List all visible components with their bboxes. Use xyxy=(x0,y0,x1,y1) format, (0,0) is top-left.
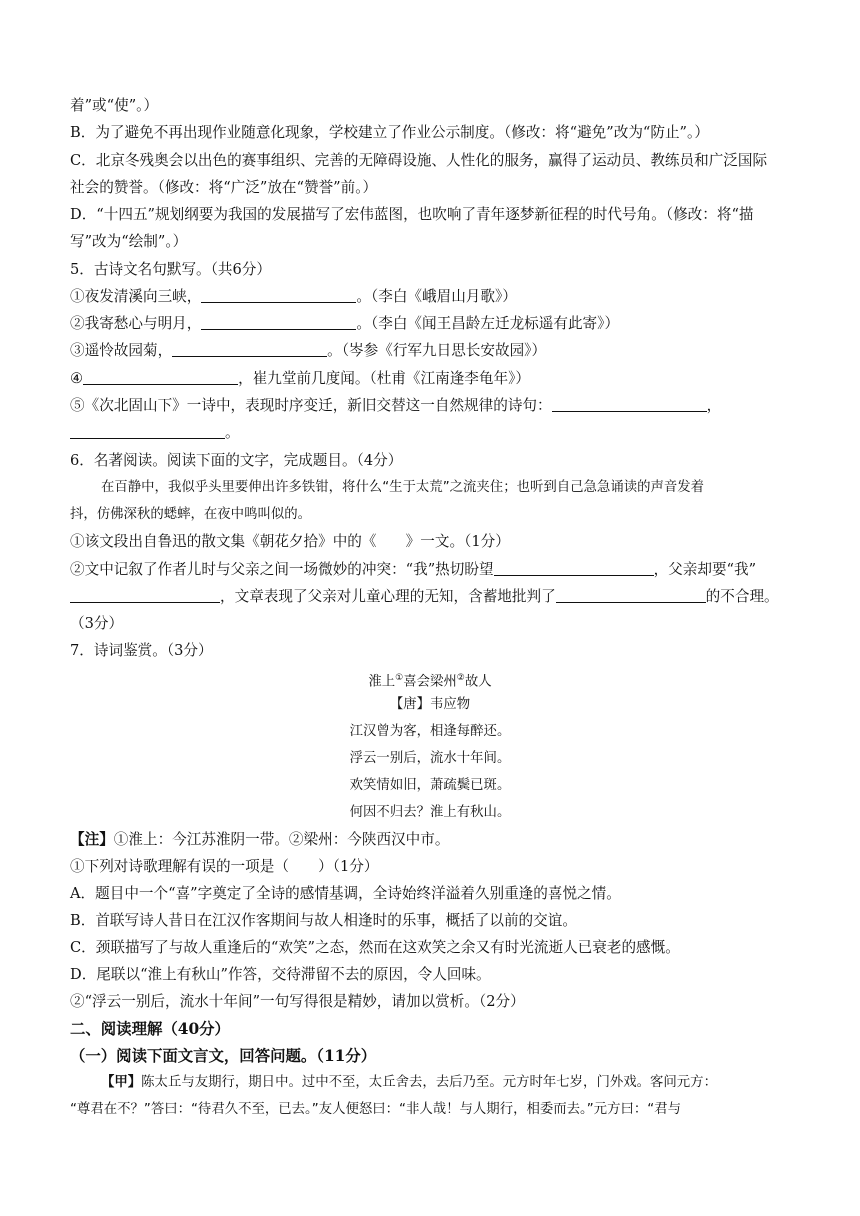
period: 。 xyxy=(225,424,240,441)
answer-blank[interactable] xyxy=(494,561,654,576)
question-6-2 xyxy=(70,560,756,580)
recitation-line-1 xyxy=(70,287,517,307)
question-6-1: ①该文段出自鲁迅的散文集《朝花夕拾》中的《 》一文。（1分） xyxy=(70,533,510,550)
question-text: ，父亲却要“我” xyxy=(653,561,757,578)
comma: ， xyxy=(706,397,722,414)
footnote-mark: ② xyxy=(456,673,465,683)
question-7-title: 7．诗词鉴赏。（3分） xyxy=(70,642,213,659)
option-d-line: D．“十四五”规划纲要为我国的发展描写了宏伟蓝图，也吹响了青年逐梦新征程的时代号角。（修改：将“描 xyxy=(70,206,754,223)
poem-author: 【唐】韦应物 xyxy=(389,697,471,712)
option-d: D．尾联以“淮上有秋山”作答，交待滞留不去的原因，令人回味。 xyxy=(70,966,491,983)
recitation-text: ⑤《次北固山下》一诗中，表现时序变迁，新旧交替这一自然规律的诗句： xyxy=(70,397,552,414)
poem-line: 浮云一别后，流水十年间。 xyxy=(349,751,511,766)
option-b-line: B．为了避免不再出现作业随意化现象，学校建立了作业公示制度。（修改：将“避免”改为“防止”。） xyxy=(70,124,709,141)
recitation-source: 。（李白《峨眉山月歌》） xyxy=(356,288,517,305)
answer-blank[interactable] xyxy=(201,315,356,330)
poem-title xyxy=(0,668,860,692)
answer-blank[interactable] xyxy=(552,397,707,412)
score-note: （3分） xyxy=(70,615,124,632)
recitation-text: ③遥怜故园菊， xyxy=(70,342,173,359)
recitation-source: 。（李白《闻王昌龄左迁龙标遥有此寄》） xyxy=(356,315,620,332)
classical-text-line xyxy=(101,1073,717,1093)
poem-line: 欢笑情如旧，萧疏鬓已斑。 xyxy=(349,778,511,793)
note-label: 【注】 xyxy=(70,831,114,848)
excerpt-line: 抖，仿佛深秋的蟋蟀，在夜中鸣叫似的。 xyxy=(70,507,312,522)
question-text: ，文章表现了父亲对儿童心理的无知，含蓄地批判了 xyxy=(220,588,556,605)
note-text: ①淮上：今江苏淮阴一带。②梁州：今陕西汉中市。 xyxy=(113,831,450,848)
recitation-source: ，崔九堂前几度闻。（杜甫《江南逢李龟年》） xyxy=(238,370,530,387)
poem-line: 江汉曾为客，相逢每醉还。 xyxy=(349,724,511,739)
text-line: 写”改为“绘制”。） xyxy=(70,233,188,250)
option-a: A．题目中一个“喜”字奠定了全诗的感情基调，全诗始终洋溢着久别重逢的喜悦之情。 xyxy=(70,885,621,902)
passage-label: 【甲】 xyxy=(101,1075,142,1090)
section-heading: 二、阅读理解（40分） xyxy=(70,1020,230,1038)
recitation-text: ②我寄愁心与明月， xyxy=(70,315,202,332)
recitation-text: ④ xyxy=(70,370,84,387)
question-6-title: 6．名著阅读。阅读下面的文字，完成题目。（4分） xyxy=(70,452,403,469)
passage-text: 陈太丘与友期行，期日中。过中不至，太丘舍去，去后乃至。元方时年七岁，门外戏。客问元方： xyxy=(141,1075,717,1090)
option-c-line: C．北京冬残奥会以出色的赛事组织、完善的无障碍设施、人性化的服务，赢得了运动员、教练员和广泛国际 xyxy=(70,152,768,169)
poem-title-part: 淮上 xyxy=(368,674,396,690)
question-text: 的不合理。 xyxy=(705,588,779,605)
answer-blank[interactable] xyxy=(201,288,356,303)
text-line: 社会的赞誉。（修改：将“广泛”放在“赞誉”前。） xyxy=(70,179,378,196)
poem-title-part: 喜会梁州 xyxy=(403,674,457,690)
option-c: C．颈联描写了与故人重逢后的“欢笑”之态，然而在这欢笑之余又有时光流逝人已衰老的感慨。 xyxy=(70,939,680,956)
poem-title-part: 故人 xyxy=(464,674,492,690)
question-7-1: ①下列对诗歌理解有误的一项是（ ）（1分） xyxy=(70,858,379,875)
answer-blank[interactable] xyxy=(70,588,220,603)
question-7-2: ②“浮云一别后，流水十年间”一句写得很是精妙，请加以赏析。（2分） xyxy=(70,993,525,1010)
answer-blank[interactable] xyxy=(556,588,706,603)
question-text: ②文中记叙了作者儿时与父亲之间一场微妙的冲突：“我”热切盼望 xyxy=(70,561,494,578)
recitation-line-5 xyxy=(70,396,721,416)
poem-line: 何因不归去？淮上有秋山。 xyxy=(349,805,511,820)
text-line: 着”或“使”。） xyxy=(70,97,159,114)
question-6-2-cont xyxy=(70,587,779,607)
option-b: B．首联写诗人昔日在江汉作客期间与故人相逢时的乐事，概括了以前的交谊。 xyxy=(70,912,577,929)
recitation-text: ①夜发清溪向三峡， xyxy=(70,288,202,305)
footnote-mark: ① xyxy=(395,673,404,683)
recitation-line-3 xyxy=(70,341,546,361)
recitation-source: 。（岑参《行军九日思长安故园》） xyxy=(327,342,547,359)
recitation-line-4 xyxy=(70,369,530,389)
question-5-title: 5．古诗文名句默写。（共6分） xyxy=(70,261,271,278)
excerpt-line: 在百静中，我似乎头里要伸出许多铁钳，将什么“生于太荒”之流夹住；也听到自己急急诵读的声音发着 xyxy=(101,480,705,495)
recitation-line-5-cont xyxy=(70,423,240,443)
subsection-heading: （一）阅读下面文言文，回答问题。（11分） xyxy=(70,1047,377,1065)
answer-blank[interactable] xyxy=(83,370,238,385)
classical-text-line: “尊君在不？”答曰：“待君久不至，已去。”友人便怒曰：“非人哉！与人期行，相委而去。”元方曰：“君与 xyxy=(70,1102,681,1117)
answer-blank[interactable] xyxy=(172,342,327,357)
poem-note xyxy=(70,830,449,850)
answer-blank[interactable] xyxy=(70,424,225,439)
recitation-line-2 xyxy=(70,314,619,334)
